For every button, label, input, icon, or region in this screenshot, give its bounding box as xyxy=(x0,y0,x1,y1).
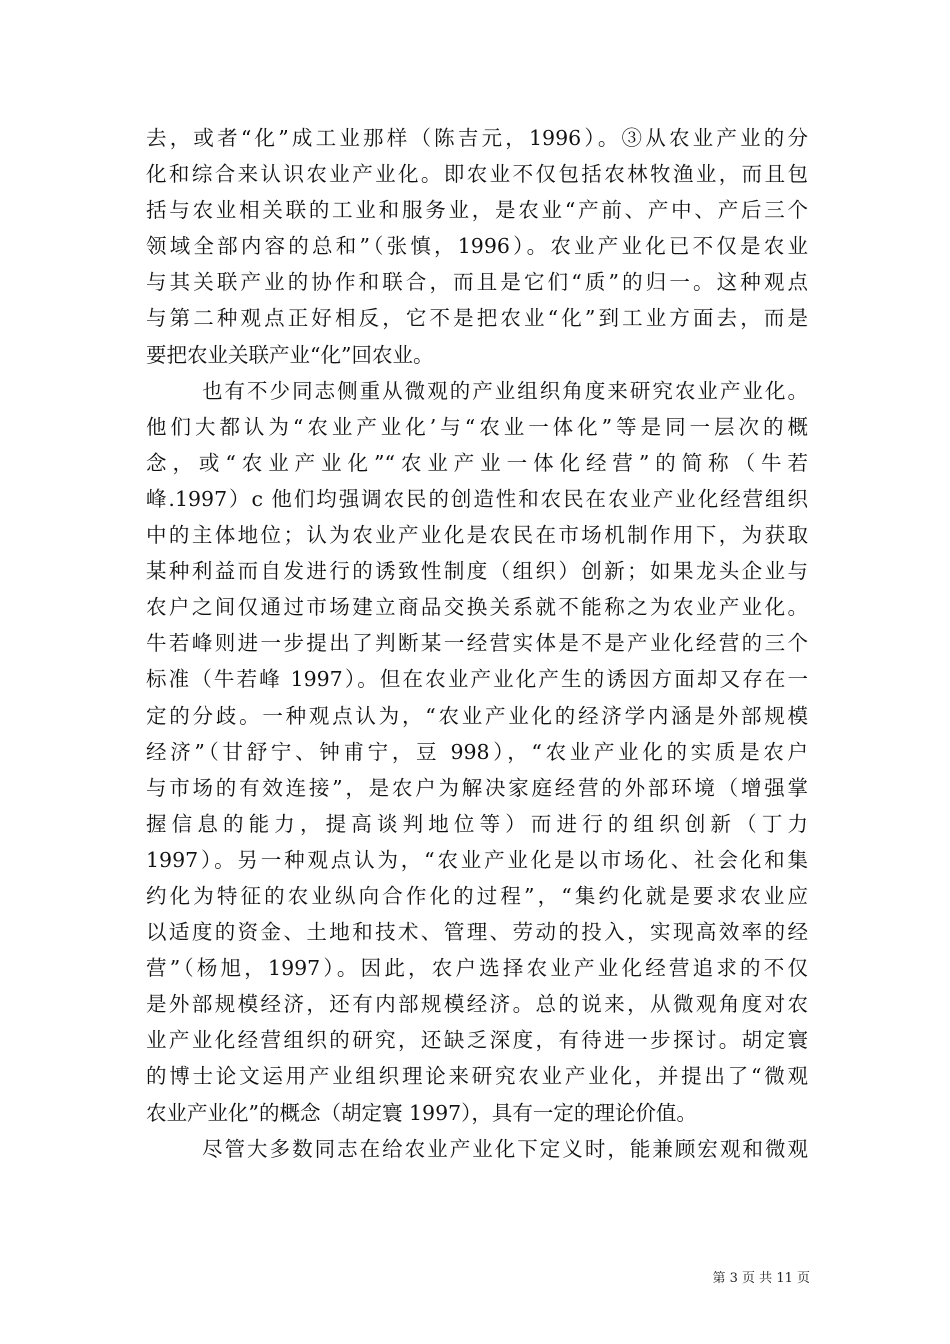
text-line: 他们大都认为“农业产业化’与“农业一体化”等是同一层次的概 xyxy=(146,414,808,439)
text-line: 中的主体地位；认为农业产业化是农民在市场机制作用下，为获取 xyxy=(146,523,808,548)
text-line: 1997）。另一种观点认为，“农业产业化是以市场化、社会化和集 xyxy=(146,847,808,872)
text-line: 以适度的资金、土地和技术、管理、劳动的投入，实现高效率的经 xyxy=(146,920,808,945)
text-line: 定的分歧。一种观点认为，“农业产业化的经济学内涵是外部规模 xyxy=(146,703,808,728)
paragraph-start-line: 尽管大多数同志在给农业产业化下定义时，能兼顾宏观和微观 xyxy=(202,1136,808,1161)
text-line: 约化为特征的农业纵向合作化的过程”，“集约化就是要求农业应 xyxy=(146,883,808,908)
text-line: 经济”（甘舒宁、钟甫宁，豆 998），“农业产业化的实质是农户 xyxy=(146,739,808,764)
text-line: 峰.1997）c 他们均强调农民的创造性和农民在农业产业化经营组织 xyxy=(146,486,808,511)
text-line: 握信息的能力，提高谈判地位等）而进行的组织创新（丁力 xyxy=(146,811,808,836)
text-line: 要把农业关联产业“化”回农业。 xyxy=(146,342,434,367)
text-line: 与第二种观点正好相反，它不是把农业“化”到工业方面去，而是 xyxy=(146,306,808,331)
text-line: 某种利益而自发进行的诱致性制度（组织）创新；如果龙头企业与 xyxy=(146,559,808,584)
text-line: 农户之间仅通过市场建立商品交换关系就不能称之为农业产业化。 xyxy=(146,595,808,620)
text-line: 业产业化经营组织的研究，还缺乏深度，有待进一步探讨。胡定寰 xyxy=(146,1028,808,1053)
text-line: 与其关联产业的协作和联合，而且是它们“质”的归一。这种观点 xyxy=(146,270,808,295)
text-line: 领域全部内容的总和”（张慎，1996）。农业产业化已不仅是农业 xyxy=(146,234,808,259)
text-line: 化和综合来认识农业产业化。即农业不仅包括农林牧渔业，而且包 xyxy=(146,162,808,187)
body-text xyxy=(146,120,808,1167)
text-line: 的博士论文运用产业组织理论来研究农业产业化，并提出了“微观 xyxy=(146,1064,808,1089)
page-number-footer: 第 3 页 共 11 页 xyxy=(712,1271,810,1286)
text-line: 牛若峰则进一步提出了判断某一经营实体是不是产业化经营的三个 xyxy=(146,631,808,656)
paragraph-start-line: 也有不少同志侧重从微观的产业组织角度来研究农业产业化。 xyxy=(202,378,808,403)
text-line: 括与农业相关联的工业和服务业，是农业“产前、产中、产后三个 xyxy=(146,198,808,223)
text-line: 营”（杨旭，1997）。因此，农户选择农业产业化经营追求的不仅 xyxy=(146,956,808,981)
text-line: 标准（牛若峰 1997）。但在农业产业化产生的诱因方面却又存在一 xyxy=(146,667,808,692)
text-line: 农业产业化”的概念（胡定寰 1997），具有一定的理论价值。 xyxy=(146,1100,697,1125)
text-line: 去，或者“化”成工业那样（陈吉元，1996）。③从农业产业的分 xyxy=(146,126,808,150)
text-line: 念，或“农业产业化”“农业产业一体化经营”的简称（牛若 xyxy=(146,450,808,475)
text-line: 与市场的有效连接”，是农户为解决家庭经营的外部环境（增强掌 xyxy=(146,775,808,800)
text-line: 是外部规模经济，还有内部规模经济。总的说来，从微观角度对农 xyxy=(146,992,808,1017)
